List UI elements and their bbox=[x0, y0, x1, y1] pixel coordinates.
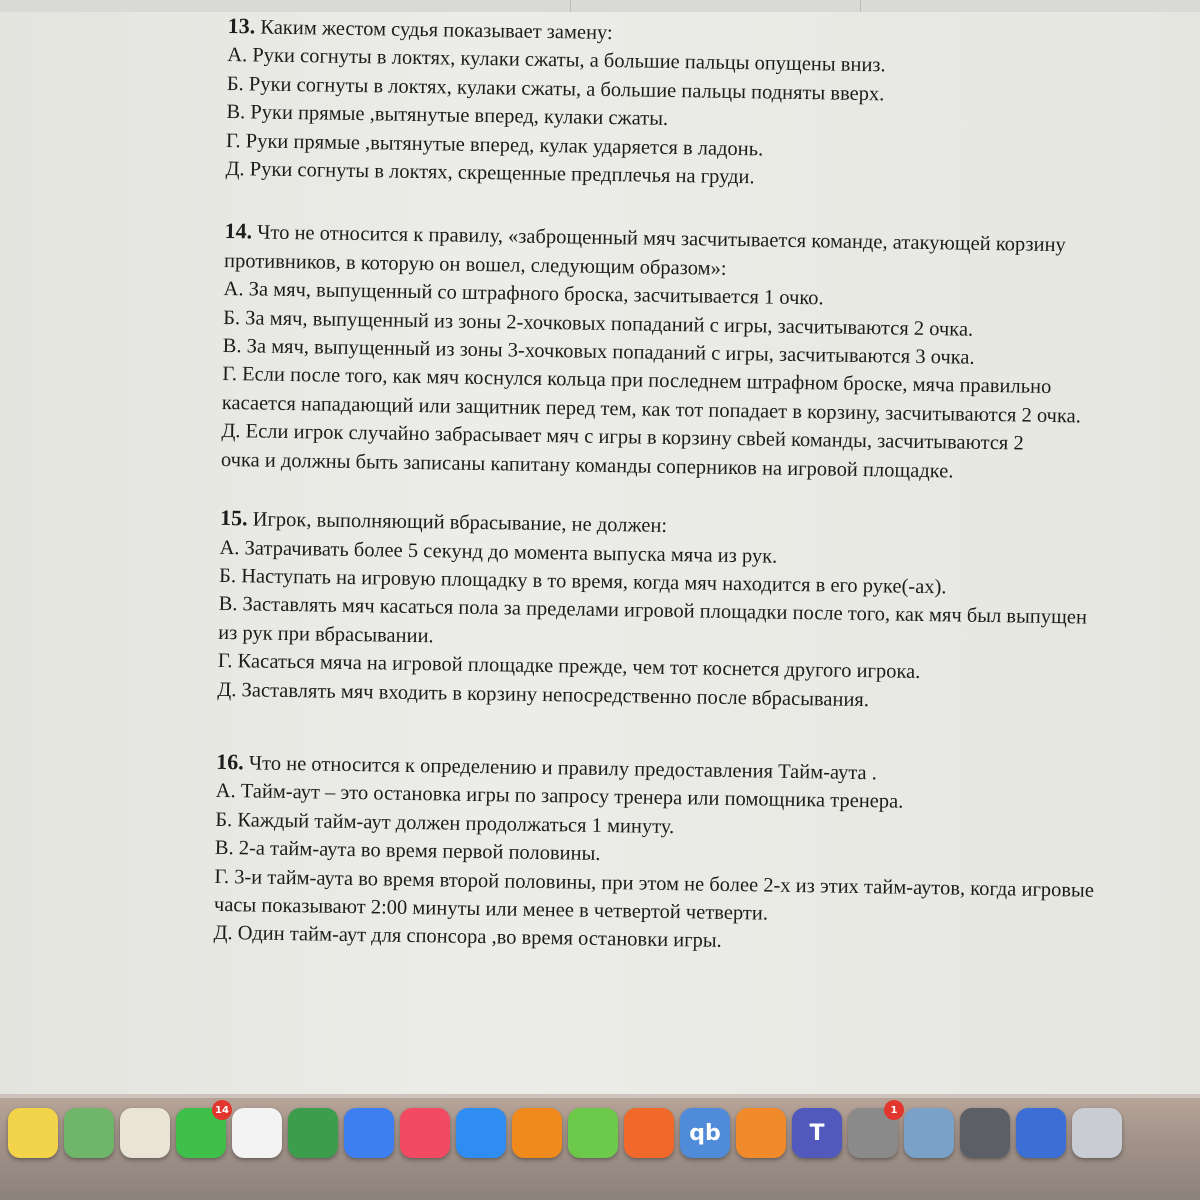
question-text: Каким жестом судья показывает замену: bbox=[260, 16, 613, 45]
trash-icon[interactable] bbox=[1072, 1108, 1122, 1158]
question-number: 15. bbox=[219, 505, 248, 531]
question-16 bbox=[213, 748, 1136, 962]
answer-option: Б. Руки согнуты в локтях, кулаки сжаты, а большие пальцы подняты вверх. bbox=[226, 72, 885, 106]
question-text: Что не относится к правилу, «заброщенный мяч засчитывается команде, атакующей корзину противников, в которую он вошел, следующим образом»: bbox=[223, 221, 1066, 280]
sims-icon[interactable] bbox=[568, 1108, 618, 1158]
music-icon[interactable] bbox=[400, 1108, 450, 1158]
answer-option: Б. За мяч, выпущенный из зоны 2-хочковых попаданий с игры, засчитываются 2 очка. bbox=[223, 306, 974, 341]
photos-icon[interactable] bbox=[232, 1108, 282, 1158]
toolbar-segment bbox=[570, 0, 861, 12]
answer-option: А. Тайм-аут – это остановка игры по запросу тренера или помощника тренера. bbox=[215, 780, 904, 814]
question-number: 13. bbox=[227, 12, 256, 39]
question-number: 16. bbox=[216, 748, 244, 775]
answer-option: Г. Касаться мяча на игровой площадке прежде, чем тот коснется другого игрока. bbox=[217, 650, 921, 684]
answer-option: Г. 3-и тайм-аута во время второй половины, при этом не более 2-х из этих тайм-аутов, когда игровые часы показывают 2:00 минуты или менее в четвертой четверти. bbox=[213, 865, 1095, 925]
question-14 bbox=[221, 217, 1145, 488]
image-capture-icon[interactable] bbox=[960, 1108, 1010, 1158]
vlc-icon[interactable] bbox=[512, 1108, 562, 1158]
answer-option: В. Руки прямые ,вытянутые вперед, кулаки сжаты. bbox=[226, 101, 669, 131]
system-preferences-icon[interactable] bbox=[848, 1104, 898, 1158]
answer-option: Б. Наступать на игровую площадку в то время, когда мяч находится в его руке(-ах). bbox=[218, 564, 947, 599]
answer-option: Б. Каждый тайм-аут должен продолжаться 1 минуту. bbox=[215, 808, 675, 838]
toolbar-segment bbox=[860, 0, 1200, 12]
numbers-icon[interactable] bbox=[288, 1108, 338, 1158]
question-15 bbox=[217, 504, 1140, 718]
books-icon[interactable] bbox=[736, 1108, 786, 1158]
messages-icon[interactable] bbox=[176, 1104, 229, 1158]
answer-option: А. За мяч, выпущенный со штрафного броска, засчитывается 1 очко. bbox=[223, 278, 824, 310]
answer-option: Д. Заставлять мяч входить в корзину непосредственно после вбрасывания. bbox=[217, 678, 870, 711]
notification-badge: 14 bbox=[212, 1100, 232, 1120]
answer-option: Д. Один тайм-аут для спонсора ,во время остановки игры. bbox=[213, 922, 722, 953]
answer-option: Г. Руки прямые ,вытянутые вперед, кулак ударяется в ладонь. bbox=[225, 129, 764, 161]
answer-option: В. За мяч, выпущенный из зоны 3-хочковых попаданий с игры, засчитываются 3 очка. bbox=[222, 335, 975, 369]
notes-icon[interactable] bbox=[8, 1108, 58, 1158]
teams-icon[interactable]: T bbox=[792, 1108, 842, 1158]
answer-option: А. Руки согнуты в локтях, кулаки сжаты, а большие пальцы опущены вниз. bbox=[227, 44, 886, 77]
question-number: 14. bbox=[224, 218, 253, 244]
keynote-icon[interactable] bbox=[344, 1108, 394, 1158]
document-page bbox=[0, 12, 1200, 1094]
firefox-icon[interactable] bbox=[624, 1108, 674, 1158]
document-text-area[interactable] bbox=[213, 12, 1148, 962]
question-13 bbox=[225, 12, 1148, 198]
answer-option: В. Заставлять мяч касаться пола за пределами игровой площадки после того, как мяч был выпущен из рук при вбрасывании. bbox=[218, 593, 1088, 648]
maps-icon[interactable] bbox=[64, 1108, 114, 1158]
preview-icon[interactable] bbox=[904, 1108, 954, 1158]
dock-shelf bbox=[0, 1094, 1200, 1098]
firefox-dev-icon[interactable] bbox=[1016, 1108, 1066, 1158]
answer-option: В. 2-а тайм-аута во время первой половины. bbox=[214, 837, 601, 866]
answer-option: А. Затрачивать более 5 секунд до момента выпуска мяча из рук. bbox=[219, 536, 778, 568]
notification-badge: 1 bbox=[884, 1100, 904, 1120]
app-store-icon[interactable] bbox=[456, 1108, 506, 1158]
question-text: Что не относится к определению и правилу предоставления Тайм-аута . bbox=[248, 752, 878, 785]
qbittorrent-icon[interactable]: qb bbox=[680, 1108, 730, 1158]
answer-option: Д. Если игрок случайно забрасывает мяч с игры в корзину свbей команды, засчитываются 2 очка и должны быть записаны капитану команды соперников на игровой площадке. bbox=[220, 420, 1024, 483]
answer-option: Г. Если после того, как мяч коснулся кольца при последнем штрафном броске, мяча правильно касается нападающий или защитник перед тем, как тот попадает в корзину, засчитываются 2 очка. bbox=[221, 363, 1082, 428]
answer-option: Д. Руки согнуты в локтях, скрещенные предплечья на груди. bbox=[225, 158, 755, 189]
question-text: Игрок, выполняющий вбрасывание, не должен: bbox=[252, 508, 668, 538]
textedit-icon[interactable] bbox=[120, 1108, 170, 1158]
